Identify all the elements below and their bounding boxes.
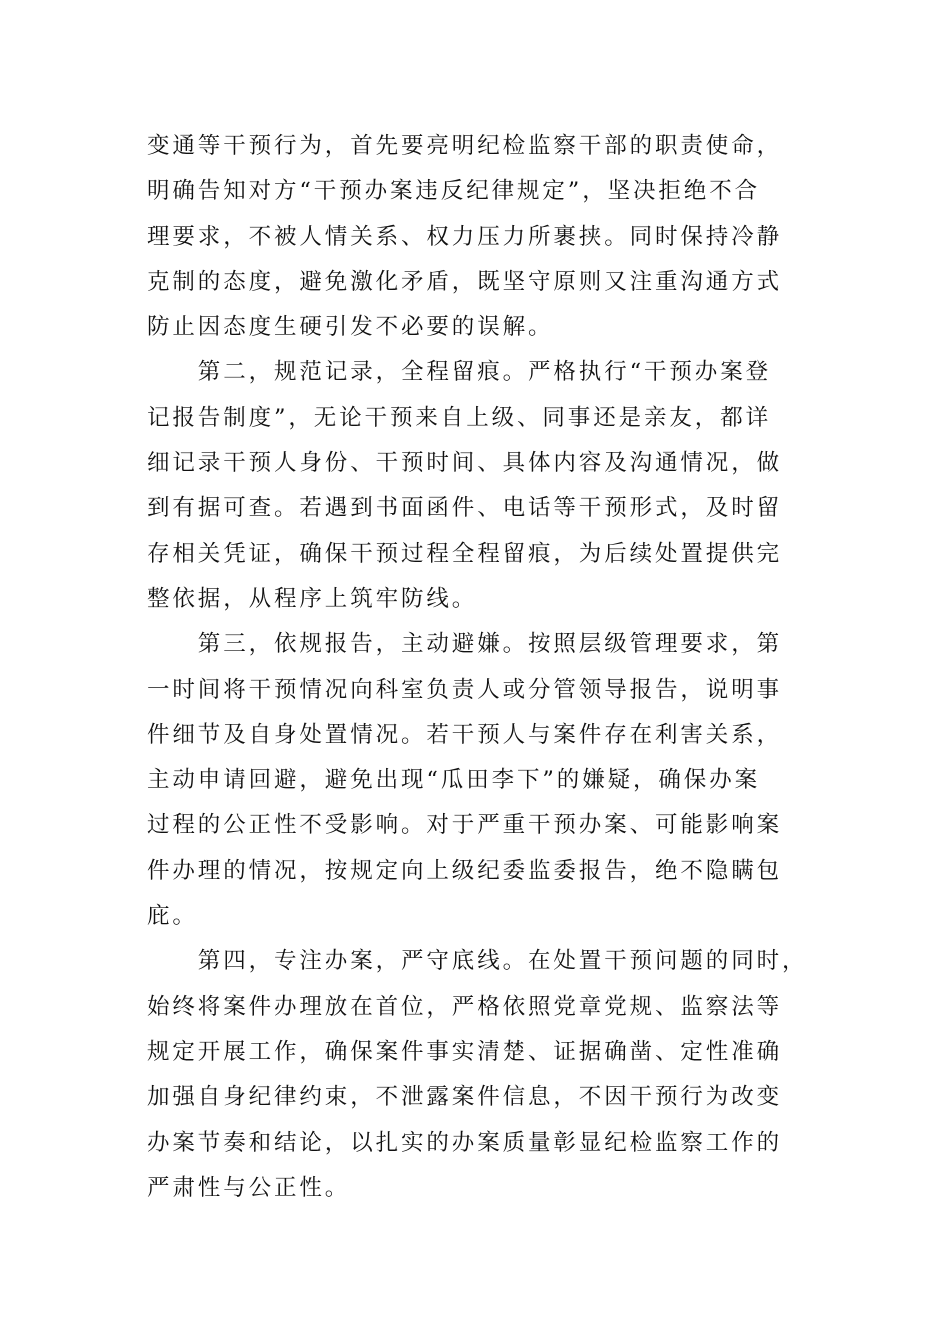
text-line: 细记录干预人身份、干预时间、具体内容及沟通情况，做 — [147, 450, 783, 477]
text-line: 第三，依规报告，主动避嫌。按照层级管理要求，第 — [147, 631, 783, 658]
text-line: 理要求，不被人情关系、权力压力所裹挟。同时保持冷静 — [147, 223, 783, 250]
paragraph-continuation — [147, 124, 807, 350]
paragraph-third-point — [147, 622, 807, 939]
text-line: 加强自身纪律约束，不泄露案件信息，不因干预行为改变 — [147, 1084, 783, 1111]
text-line: 规定开展工作，确保案件事实清楚、证据确凿、定性准确 — [147, 1038, 783, 1065]
text-line: 防止因态度生硬引发不必要的误解。 — [147, 314, 554, 341]
text-line: 克制的态度，避免激化矛盾，既坚守原则又注重沟通方式 — [147, 268, 783, 295]
text-line: 记报告制度”，无论干预来自上级、同事还是亲友，都详 — [147, 404, 772, 431]
text-line: 变通等干预行为，首先要亮明纪检监察干部的职责使命， — [147, 133, 783, 159]
paragraph-second-point — [147, 350, 807, 622]
text-line: 整依据，从程序上筑牢防线。 — [147, 585, 478, 612]
text-line: 第二，规范记录，全程留痕。严格执行“干预办案登 — [147, 359, 772, 386]
text-line: 明确告知对方“干预办案违反纪律规定”，坚决拒绝不合 — [147, 178, 761, 205]
text-line: 严肃性与公正性。 — [147, 1174, 351, 1201]
text-line: 第四，专注办案，严守底线。在处置干预问题的同时， — [147, 948, 807, 975]
text-line: 到有据可查。若遇到书面函件、电话等干预形式，及时留 — [147, 495, 783, 522]
text-line: 办案节奏和结论，以扎实的办案质量彰显纪检监察工作的 — [147, 1129, 783, 1156]
paragraph-fourth-point — [147, 939, 807, 1211]
document-body — [147, 124, 807, 1211]
text-line: 过程的公正性不受影响。对于严重干预办案、可能影响案 — [147, 812, 783, 839]
text-line: 存相关凭证，确保干预过程全程留痕，为后续处置提供完 — [147, 540, 783, 567]
text-line: 件细节及自身处置情况。若干预人与案件存在利害关系， — [147, 721, 783, 748]
text-line: 件办理的情况，按规定向上级纪委监委报告，绝不隐瞒包 — [147, 857, 783, 884]
text-line: 一时间将干预情况向科室负责人或分管领导报告，说明事 — [147, 676, 783, 703]
text-line: 庇。 — [147, 903, 198, 930]
text-line: 始终将案件办理放在首位，严格依照党章党规、监察法等 — [147, 993, 783, 1020]
text-line: 主动申请回避，避免出现“瓜田李下”的嫌疑，确保办案 — [147, 767, 761, 794]
